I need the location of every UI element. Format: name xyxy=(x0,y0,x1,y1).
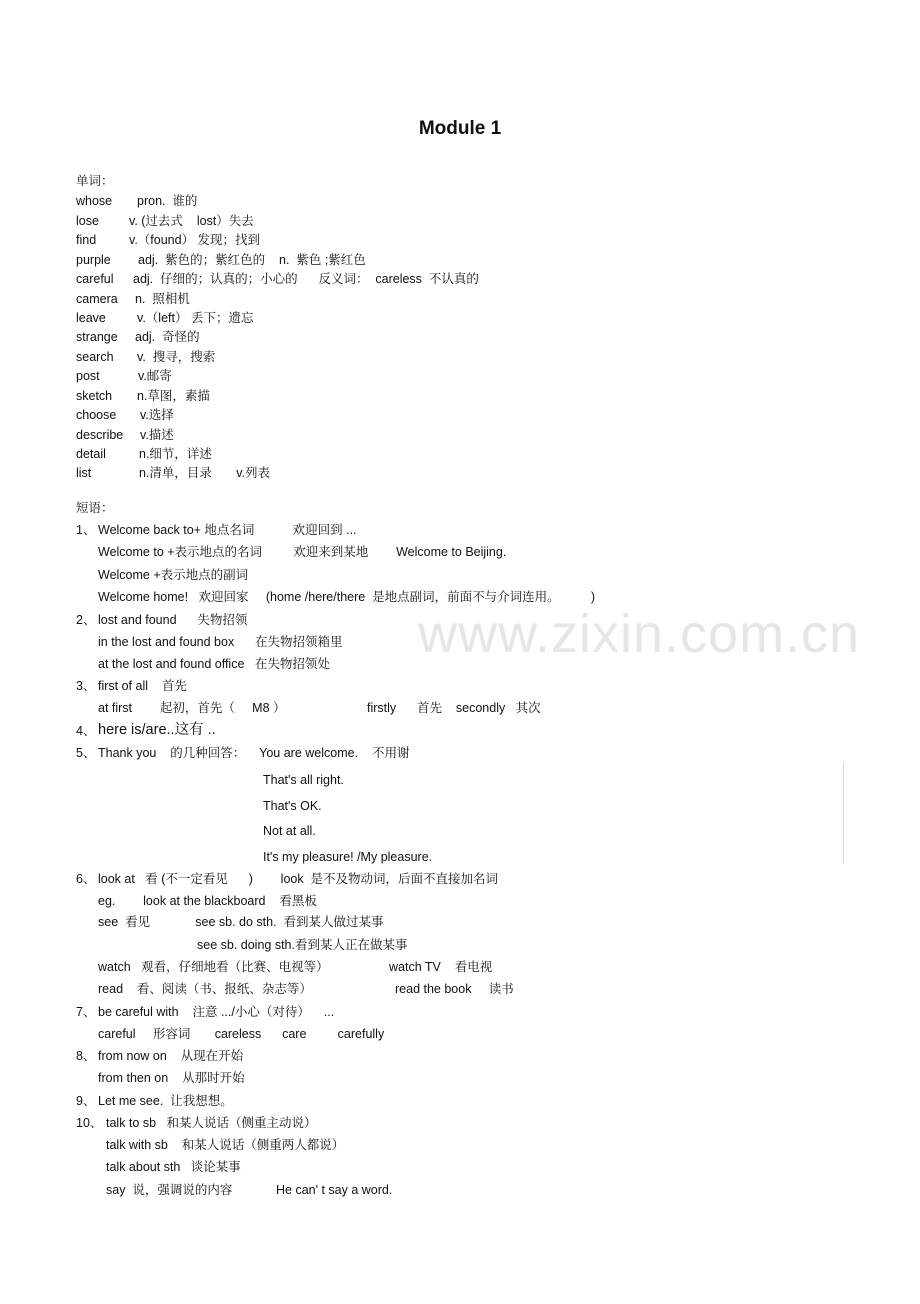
phrase-line: say 说，强调说的内容 xyxy=(106,1183,233,1197)
vocab-word: detail xyxy=(76,447,106,461)
phrase-number: 7、 xyxy=(76,1005,96,1019)
vocab-word: search xyxy=(76,350,114,364)
phrase-line: talk to sb 和某人说话（侧重主动说） xyxy=(106,1116,317,1130)
phrase-line: talk with sb 和某人说话（侧重两人都说） xyxy=(106,1138,345,1152)
vocab-def: n.细节，详述 xyxy=(139,447,212,461)
phrase-line: see 看见 see sb. do sth. 看到某人做过某事 xyxy=(98,915,384,929)
page-title: Module 1 xyxy=(418,118,502,139)
phrase-line: careful 形容词 careless care carefully xyxy=(98,1027,385,1041)
phrase-line: firstly 首先 secondly 其次 xyxy=(367,701,541,715)
phrase-number: 3、 xyxy=(76,679,96,693)
phrase-line: That's all right. xyxy=(263,773,344,787)
vocab-word: careful xyxy=(76,272,114,286)
phrase-line: Welcome to +表示地点的名词 欢迎来到某地 Welcome to Beijing. xyxy=(98,545,507,559)
vocab-def: n. 照相机 xyxy=(135,292,190,306)
vocab-word: leave xyxy=(76,311,106,325)
phrase-line: watch 观看，仔细地看（比赛、电视等） xyxy=(98,960,329,974)
vocab-word: lose xyxy=(76,214,99,228)
vocab-def: pron. 谁的 xyxy=(137,194,198,208)
phrase-line: from then on 从那时开始 xyxy=(98,1071,245,1085)
phrase-line: at first 起初，首先（ M8 ） xyxy=(98,701,286,715)
vocab-def: v. 搜寻，搜索 xyxy=(137,350,216,364)
phrase-line: watch TV 看电视 xyxy=(389,960,493,974)
vocab-word: strange xyxy=(76,330,118,344)
vocab-word: find xyxy=(76,233,97,247)
vocab-heading: 单词： xyxy=(76,174,114,188)
vocab-def: v.选择 xyxy=(140,408,174,422)
phrase-number: 9、 xyxy=(76,1094,96,1108)
vocab-word: whose xyxy=(76,194,113,208)
phrase-line: from now on 从现在开始 xyxy=(98,1049,244,1063)
vocab-def: adj. 紫色的；紫红色的 n. 紫色 ;紫红色 xyxy=(138,253,366,267)
vocab-word: describe xyxy=(76,428,124,442)
phrase-line: at the lost and found office 在失物招领处 xyxy=(98,657,330,671)
phrase-line: Not at all. xyxy=(263,824,316,838)
phrase-line: That's OK. xyxy=(263,799,322,813)
vocab-word: list xyxy=(76,466,92,480)
phrase-line: Welcome +表示地点的副词 xyxy=(98,568,249,582)
phrase-line: Welcome back to+ 地点名词 欢迎回到 ... xyxy=(98,523,357,537)
vocab-def: v. (过去式 lost）失去 xyxy=(129,214,254,228)
vocab-word: camera xyxy=(76,292,118,306)
phrase-line: talk about sth 谈论某事 xyxy=(106,1160,241,1174)
phrase-number: 2、 xyxy=(76,613,96,627)
phrase-line: Let me see. 让我想想。 xyxy=(98,1094,233,1108)
phrase-number: 6、 xyxy=(76,872,96,886)
vocab-def: adj. 仔细的；认真的；小心的 反义词： careless 不认真的 xyxy=(133,272,479,286)
phrase-number: 10、 xyxy=(76,1116,103,1130)
vocab-word: sketch xyxy=(76,389,113,403)
phrase-heading: 短语： xyxy=(76,501,114,515)
vocab-def: v.（found） 发现；找到 xyxy=(129,233,261,247)
vocab-def: v.邮寄 xyxy=(138,369,172,383)
vocab-def: v.（left） 丢下；遗忘 xyxy=(137,311,254,325)
phrase-line: look at 看 (不一定看见 ) look 是不及物动词，后面不直接加名词 xyxy=(98,872,499,886)
phrase-line: lost and found 失物招领 xyxy=(98,613,248,627)
phrase-line: eg. look at the blackboard 看黑板 xyxy=(98,894,317,908)
vocab-def: adj. 奇怪的 xyxy=(135,330,200,344)
phrase-line: It's my pleasure! /My pleasure. xyxy=(263,850,433,864)
phrase-line: be careful with 注意 .../小心（对待） ... xyxy=(98,1005,335,1019)
vocab-word: choose xyxy=(76,408,117,422)
phrase-number: 5、 xyxy=(76,746,96,760)
phrase-line: read the book 读书 xyxy=(395,982,514,996)
vocab-def: v.描述 xyxy=(140,428,174,442)
watermark: www.zixin.com.cn xyxy=(418,604,861,664)
phrase-line: in the lost and found box 在失物招领箱里 xyxy=(98,635,343,649)
phrase-number: 8、 xyxy=(76,1049,96,1063)
phrase-line: Thank you 的几种回答： You are welcome. 不用谢 xyxy=(98,746,410,760)
phrase-line: read 看、阅读（书、报纸、杂志等） xyxy=(98,982,312,996)
vocab-word: post xyxy=(76,369,100,383)
phrase-line: here is/are..这有 .. xyxy=(98,722,216,738)
vocab-def: n.清单，目录 v.列表 xyxy=(139,466,271,480)
vocab-word: purple xyxy=(76,253,111,267)
vocab-def: n.草图，素描 xyxy=(137,389,210,403)
phrase-line: He can' t say a word. xyxy=(276,1183,393,1197)
phrase-line: see sb. doing sth.看到某人正在做某事 xyxy=(197,938,408,952)
phrase-line: first of all 首先 xyxy=(98,679,187,693)
phrase-number: 1、 xyxy=(76,523,96,537)
phrase-number: 4、 xyxy=(76,724,96,738)
phrase-line: Welcome home! 欢迎回家 (home /here/there 是地点副词，前面不与介词连用。 ) xyxy=(98,590,596,604)
margin-rule xyxy=(843,762,844,864)
